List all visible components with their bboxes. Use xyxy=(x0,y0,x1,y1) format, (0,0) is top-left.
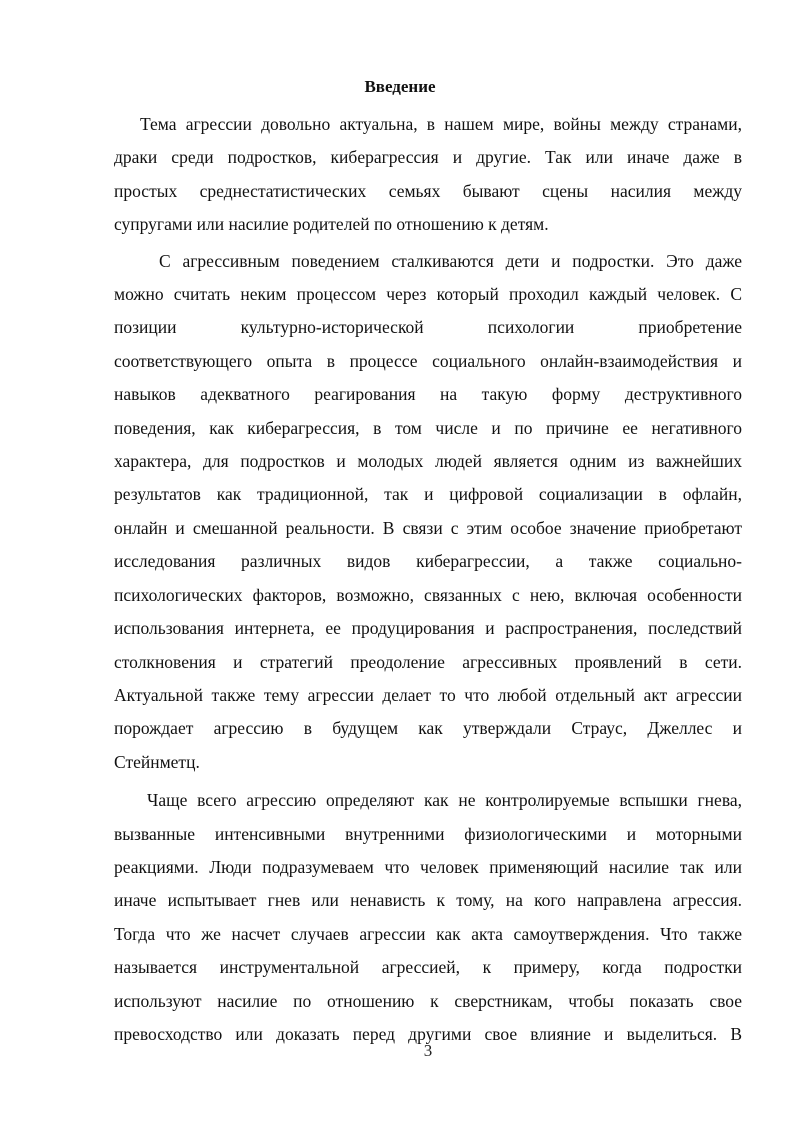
text-line: реакциями. Люди подразумеваем что человек применяющий насилие так или xyxy=(114,856,742,877)
text-line: позиции культурно-исторической психологии приобретение xyxy=(114,317,742,338)
text-line: Тема агрессии довольно актуальна, в нашем мире, войны между странами, xyxy=(140,114,742,134)
text-line: использования интернета, ее продуцирования и распространения, последствий xyxy=(114,618,742,639)
text-line: психологических факторов, возможно, связанных с нею, включая особенности xyxy=(114,584,742,605)
text-line: Тогда что же насчет случаев агрессии как акта самоутверждения. Что также xyxy=(114,923,742,944)
text-line: превосходство или доказать перед другими свое влияние и выделиться. В xyxy=(114,1023,742,1044)
text-line: исследования различных видов киберагрессии, а также социально- xyxy=(114,551,742,572)
text-line: называется инструментальной агрессией, к примеру, когда подростки xyxy=(114,957,742,978)
text-line: результатов как традиционной, так и цифровой социализации в офлайн, xyxy=(114,484,742,505)
page-title: Введение xyxy=(364,77,436,96)
text-line-last: Стейнметц. xyxy=(114,751,200,772)
page-number: 3 xyxy=(423,1041,433,1060)
text-line: вызванные интенсивными внутренними физиологическими и моторными xyxy=(114,823,742,844)
text-line: навыков адекватного реагирования на такую форму деструктивного xyxy=(114,384,742,405)
text-line: драки среди подростков, кибeрагрессия и другие. Так или иначе даже в xyxy=(114,147,742,168)
text-line: простых среднестатистических семьях бывают сцены насилия между xyxy=(114,180,742,201)
text-line: Актуальной также тему агрессии делает то что любой отдельный акт агрессии xyxy=(114,684,742,705)
text-line: используют насилие по отношению к сверстникам, чтобы показать свое xyxy=(114,990,742,1011)
text-line: онлайн и смешанной реальности. В связи с этим особое значение приобретают xyxy=(114,517,742,538)
text-line: соответствующего опыта в процессе социального онлайн-взаимодействия и xyxy=(114,350,742,371)
paragraph-2 xyxy=(114,245,742,780)
text-line: порождает агрессию в будущем как утверждали Страус, Джеллес и xyxy=(114,718,742,739)
body-text xyxy=(114,108,742,1051)
text-line: С агрессивным поведением сталкиваются дети и подростки. Это даже xyxy=(159,250,742,271)
text-line: столкновения и стратегий преодоление агрессивных проявлений в сети. xyxy=(114,651,742,672)
text-line: поведения, как киберагрессия, в том числе и по причине ее негативного xyxy=(114,417,742,438)
text-line: можно считать неким процессом через который проходил каждый человек. С xyxy=(114,284,742,305)
text-line: характера, для подростков и молодых людей является одним из важнейших xyxy=(114,451,742,472)
text-line: Чаще всего агрессию определяют как не контролируемые вспышки гнева, xyxy=(147,790,742,811)
paragraph-1 xyxy=(114,108,742,242)
text-line-last: супругами или насилие родителей по отношению к детям. xyxy=(114,214,549,235)
text-line: иначе испытывает гнев или ненависть к тому, на кого направлена агрессия. xyxy=(114,890,742,911)
paragraph-3 xyxy=(114,784,742,1051)
